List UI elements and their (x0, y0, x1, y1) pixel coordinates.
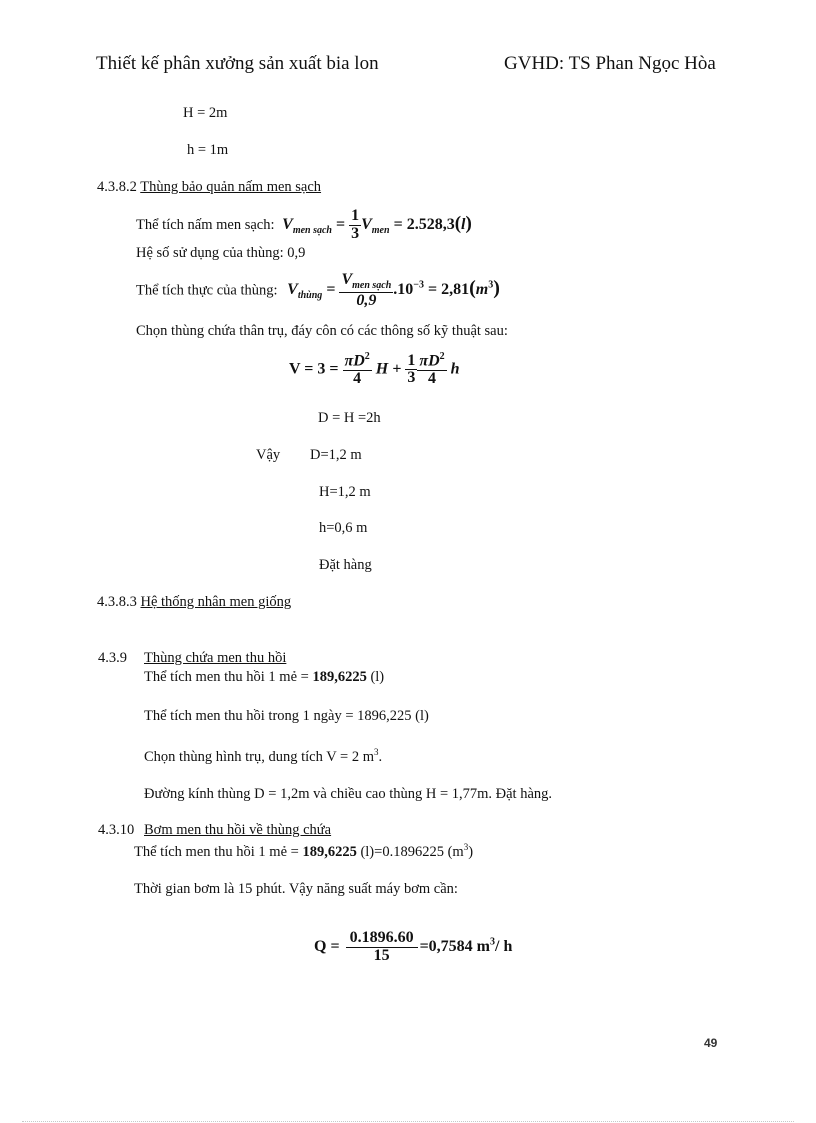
line-end: ) (468, 843, 474, 860)
line-end: . (378, 748, 383, 765)
v-thung-subscript: thùng (297, 290, 323, 302)
f1-den: 4 (353, 370, 362, 388)
section-4-3-8-3-heading (97, 594, 291, 611)
real-volume-fraction: $\frac{V_{men sạch}}{0,9}$ (341, 271, 392, 309)
section-4-3-10-number: 4.3.10 (98, 822, 135, 838)
frac-num: 1 (351, 207, 360, 224)
line-text: Thể tích men thu hồi 1 mẻ = (144, 669, 309, 685)
dhh-relation: D = H =2h (318, 410, 381, 426)
usage-coefficient-line: Hệ số sử dụng của thùng: 0,9 (136, 245, 306, 261)
section-4-3-9-number: 4.3.9 (98, 650, 127, 666)
f2-num: 1 (407, 351, 416, 369)
result-h: h=0,6 m (319, 520, 368, 536)
q-tail: / h (495, 937, 513, 955)
recovered-yeast-batch-line (144, 669, 384, 686)
volume-result: 2.528,3 (406, 215, 455, 233)
tank-dimensions-line: Đường kính thùng D = 1,2m và chiều cao thùng H = 1,77m. Đặt hàng. (144, 786, 553, 802)
height-H-line: H = 2m (183, 105, 228, 121)
fraction-one-third (349, 208, 361, 243)
tank-volume-equation (289, 352, 460, 388)
v-subscript: men sạch (292, 225, 332, 237)
f3-num: πD (419, 352, 440, 370)
q-num: 0.1896.60 (346, 930, 418, 948)
result-H: H=1,2 m (319, 484, 371, 500)
pump-time-line: Thời gian bơm là 15 phút. Vậy năng suất máy bơm cần: (134, 881, 458, 897)
one-third (405, 353, 417, 388)
order-note: Đặt hàng (319, 557, 372, 573)
pi-d2-over-4 (343, 352, 372, 388)
frac-den: 0,9 (356, 291, 377, 309)
volume-label: Thể tích nấm men sạch: (136, 216, 275, 233)
unit-exp: 3 (373, 747, 379, 757)
f3-exp: 2 (439, 351, 445, 362)
q-exp: 3 (490, 936, 496, 948)
real-volume-formula: $V_{thùng}$ = $\frac{V_{men sạch}}{0,9}$ $.10^{-3} = 2,81(m^3)$ (287, 271, 500, 309)
line-text: Chọn thùng hình trụ, dung tích V = 2 m (144, 748, 374, 765)
eq-lhs: V = 3 = (289, 360, 339, 378)
eq-lhs: Q = (314, 937, 340, 955)
recovered-yeast-daily-line: Thể tích men thu hồi trong 1 ngày = 1896,225 (l) (144, 708, 429, 724)
clean-yeast-volume-line (136, 208, 472, 243)
batch-volume-unit: (l) (370, 669, 385, 685)
page-bottom-divider (22, 1121, 794, 1122)
power-ten: .10 (393, 281, 414, 299)
eq-term2: h (450, 360, 460, 378)
power-exp: −3 (413, 280, 424, 292)
batch-volume-value: 189,6225 (302, 843, 357, 860)
vay-label: Vậy (256, 447, 281, 463)
section-4-3-8-2-heading (97, 179, 321, 196)
pi-d2-over-4-second (417, 352, 446, 388)
real-volume-result: 2,81 (441, 281, 470, 299)
f1-num: πD (344, 352, 365, 370)
batch-volume-conversion: (l)=0.1896225 (m (360, 843, 464, 860)
page-number: 49 (704, 1036, 718, 1050)
f3-den: 4 (428, 370, 436, 388)
volume-unit: l (461, 215, 466, 233)
height-h-line: h = 1m (187, 142, 229, 158)
choose-cylinder-tank-line (144, 747, 382, 766)
real-volume-unit: m (475, 281, 489, 299)
real-volume-label: Thể tích thực của thùng: (136, 282, 278, 299)
section-4-3-10-title: Bơm men thu hồi về thùng chứa (144, 822, 332, 838)
pump-capacity-equation (314, 930, 512, 965)
result-D: D=1,2 m (310, 447, 362, 463)
document-header-title: Thiết kế phân xưởng sản xuất bia lon (96, 53, 379, 74)
unit-exp: 3 (463, 842, 469, 852)
f2-den: 3 (407, 369, 416, 387)
q-fraction (346, 930, 418, 965)
volume-formula: $V_{men sạch}$ = $\frac{1}{3}$ $V_{men} = 2.528,3(l)$ (282, 207, 472, 242)
v2-subscript: men (371, 225, 390, 237)
section-title: Thùng bảo quản nấm men sạch (140, 179, 322, 195)
document-header-advisor: GVHD: TS Phan Ngọc Hòa (504, 53, 716, 74)
q-den: 15 (373, 946, 390, 964)
section-title: Hệ thống nhân men giống (140, 594, 292, 610)
frac-den: 3 (351, 224, 360, 242)
section-4-3-9-title: Thùng chứa men thu hồi (144, 650, 287, 666)
num-subscript: men sạch (352, 280, 392, 292)
batch-volume-value: 189,6225 (312, 669, 367, 685)
f1-exp: 2 (364, 351, 370, 362)
line-text: Thể tích men thu hồi 1 mẻ = (134, 843, 299, 860)
pump-batch-volume-line (134, 842, 473, 861)
q-result: =0,7584 m (419, 937, 491, 955)
eq-term1: H + (375, 360, 402, 378)
section-number: 4.3.8.3 (97, 594, 137, 610)
choose-tank-line: Chọn thùng chứa thân trụ, đáy côn có các thông số kỹ thuật sau: (136, 323, 508, 339)
section-number: 4.3.8.2 (97, 179, 137, 195)
unit-exp: 3 (488, 280, 494, 292)
real-volume-line (136, 272, 500, 309)
